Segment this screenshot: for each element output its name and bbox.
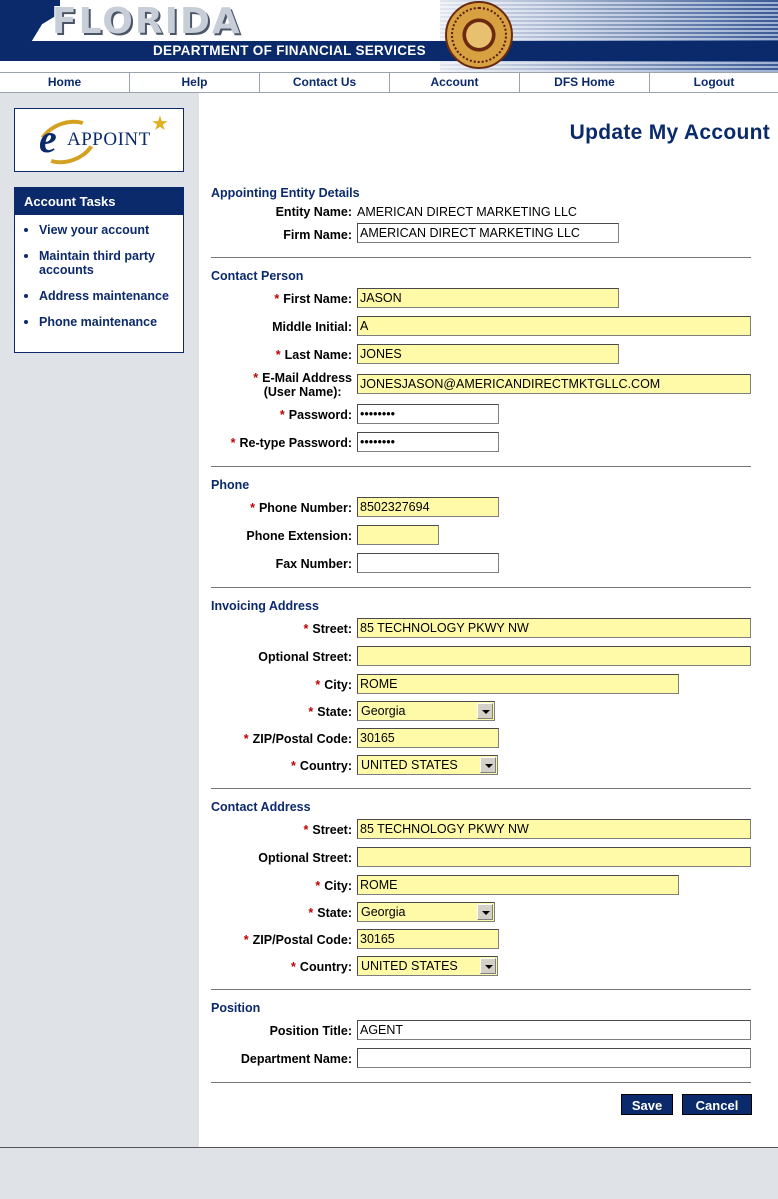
chevron-down-icon[interactable] [477, 703, 493, 719]
required-marker: * [303, 823, 309, 837]
divider [211, 466, 751, 467]
florida-logo: FLORIDA [52, 1, 242, 42]
invoicing-state-select[interactable]: Georgia [357, 701, 495, 721]
email-label: * E-Mail Address (User Name): [253, 371, 352, 399]
divider [211, 257, 751, 258]
account-tasks-title: Account Tasks [15, 188, 183, 215]
required-marker: * [253, 371, 259, 385]
section-invoicing-address: Invoicing Address [211, 599, 319, 613]
main-content [199, 93, 778, 1147]
retype-password-label: * Re-type Password: [230, 436, 352, 450]
chevron-down-icon[interactable] [480, 757, 496, 773]
required-marker: * [275, 348, 281, 362]
contact-zip-label: * ZIP/Postal Code: [243, 933, 352, 947]
entity-name-value: AMERICAN DIRECT MARKETING LLC [357, 205, 577, 219]
bullet-icon [24, 228, 28, 232]
department-name-label: Department Name: [240, 1052, 352, 1066]
required-marker: * [279, 408, 285, 422]
contact-state-label: * State: [308, 906, 352, 920]
password-input[interactable] [357, 404, 499, 424]
nav-dfs-home[interactable]: DFS Home [520, 73, 650, 92]
entity-name-label: Entity Name: [275, 205, 352, 219]
account-tasks-panel [14, 187, 184, 353]
chevron-down-icon[interactable] [477, 904, 493, 920]
invoicing-optional-street-input[interactable] [357, 646, 751, 666]
middle-initial-label: Middle Initial: [272, 320, 352, 334]
required-marker: * [243, 933, 249, 947]
required-marker: * [230, 436, 236, 450]
bullet-icon [24, 254, 28, 258]
invoicing-city-label: * City: [315, 678, 352, 692]
florida-map-icon [0, 0, 60, 44]
eappoint-logo[interactable]: e APPOINT ★ [14, 108, 184, 172]
divider [211, 989, 751, 990]
section-contact-person: Contact Person [211, 269, 304, 283]
task-view-account[interactable]: View your account [23, 223, 183, 237]
star-icon: ★ [151, 113, 169, 135]
section-contact-address: Contact Address [211, 800, 311, 814]
section-phone: Phone [211, 478, 250, 492]
invoicing-street-label: * Street: [303, 622, 352, 636]
section-entity: Appointing Entity Details [211, 186, 360, 200]
page-title: Update My Account [569, 121, 770, 144]
middle-initial-input[interactable] [357, 316, 751, 336]
top-nav [0, 72, 778, 93]
phone-number-label: * Phone Number: [250, 501, 352, 515]
cancel-button[interactable]: Cancel [682, 1094, 752, 1115]
required-marker: * [243, 732, 249, 746]
email-input[interactable] [357, 374, 751, 394]
password-label: * Password: [279, 408, 352, 422]
invoicing-zip-input[interactable] [357, 728, 499, 748]
task-maintain-third-party[interactable]: Maintain third party accounts [23, 249, 183, 277]
nav-help[interactable]: Help [130, 73, 260, 92]
phone-extension-input[interactable] [357, 525, 439, 545]
contact-zip-input[interactable] [357, 929, 499, 949]
last-name-label: * Last Name: [275, 348, 352, 362]
position-title-label: Position Title: [269, 1024, 352, 1038]
invoicing-street-input[interactable] [357, 618, 751, 638]
contact-country-select[interactable]: UNITED STATES [357, 956, 498, 976]
invoicing-country-select[interactable]: UNITED STATES [357, 755, 498, 775]
eappoint-logo-text: APPOINT [67, 129, 151, 150]
required-marker: * [274, 292, 280, 306]
phone-number-input[interactable] [357, 497, 499, 517]
site-header [0, 0, 778, 72]
contact-street-label: * Street: [303, 823, 352, 837]
required-marker: * [315, 879, 321, 893]
invoicing-state-label: * State: [308, 705, 352, 719]
invoicing-optional-street-label: Optional Street: [258, 650, 352, 664]
fax-number-label: Fax Number: [275, 557, 352, 571]
firm-name-label: Firm Name: [283, 228, 352, 242]
required-marker: * [291, 759, 296, 773]
contact-city-input[interactable] [357, 875, 679, 895]
department-name-input[interactable] [357, 1048, 751, 1068]
bullet-icon [24, 320, 28, 324]
required-marker: * [291, 960, 296, 974]
firm-name-input[interactable] [357, 223, 619, 243]
divider [211, 788, 751, 789]
contact-state-select[interactable]: Georgia [357, 902, 495, 922]
invoicing-city-input[interactable] [357, 674, 679, 694]
department-name: DEPARTMENT OF FINANCIAL SERVICES [153, 43, 426, 58]
sidebar [0, 93, 199, 1147]
save-button[interactable]: Save [621, 1094, 673, 1115]
task-address-maintenance[interactable]: Address maintenance [23, 289, 183, 303]
first-name-label: * First Name: [274, 292, 352, 306]
task-phone-maintenance[interactable]: Phone maintenance [23, 315, 183, 329]
section-position: Position [211, 1001, 261, 1015]
phone-extension-label: Phone Extension: [246, 529, 352, 543]
nav-logout[interactable]: Logout [693, 75, 735, 89]
nav-account[interactable]: Account [390, 73, 520, 92]
position-title-input[interactable] [357, 1020, 751, 1040]
required-marker: * [308, 705, 314, 719]
contact-city-label: * City: [315, 879, 352, 893]
invoicing-zip-label: * ZIP/Postal Code: [243, 732, 352, 746]
required-marker: * [303, 622, 309, 636]
divider [211, 587, 751, 588]
chevron-down-icon[interactable] [480, 958, 496, 974]
nav-home[interactable]: Home [0, 73, 130, 92]
contact-optional-street-label: Optional Street: [258, 851, 352, 865]
retype-password-input[interactable] [357, 432, 499, 452]
fax-number-input[interactable] [357, 553, 499, 573]
contact-country-label: * Country: [291, 960, 352, 974]
contact-optional-street-input[interactable] [357, 847, 751, 867]
required-marker: * [315, 678, 321, 692]
contact-street-input[interactable] [357, 819, 751, 839]
nav-contact-us[interactable]: Contact Us [260, 73, 390, 92]
bullet-icon [24, 294, 28, 298]
last-name-input[interactable] [357, 344, 619, 364]
divider [211, 1082, 751, 1083]
invoicing-country-label: * Country: [291, 759, 352, 773]
footer-bar [0, 1147, 778, 1199]
first-name-input[interactable] [357, 288, 619, 308]
required-marker: * [250, 501, 255, 515]
required-marker: * [308, 906, 314, 920]
